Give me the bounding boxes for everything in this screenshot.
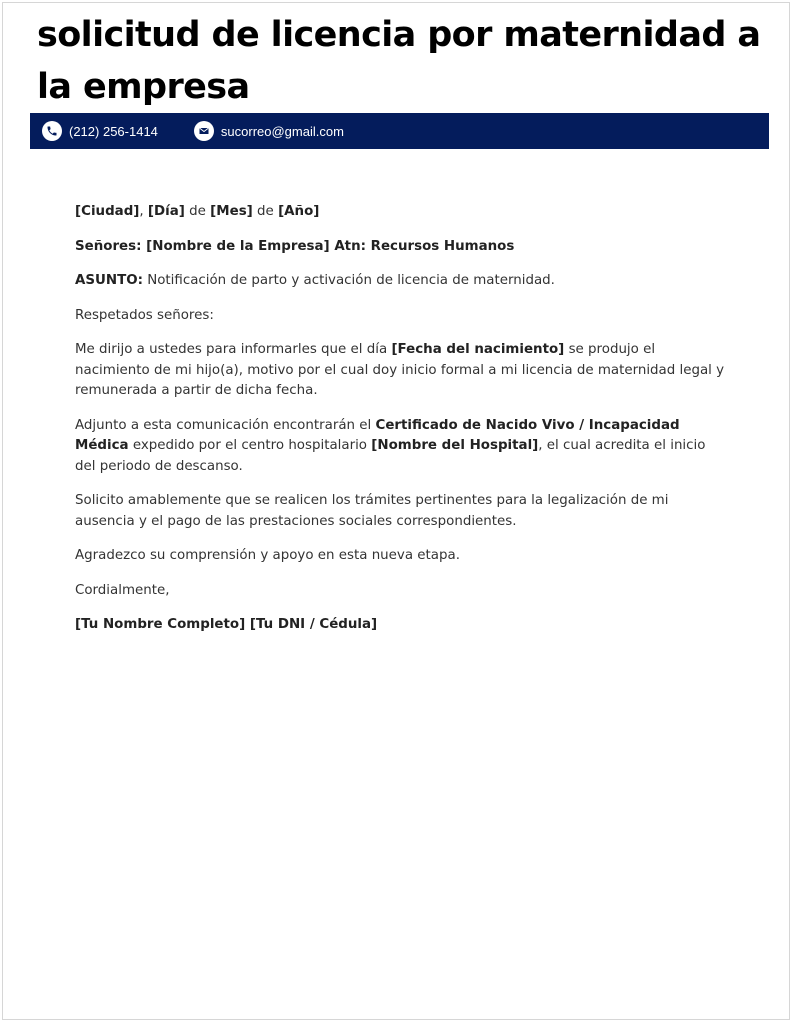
paragraph-text: expedido por el centro hospitalario <box>128 438 372 453</box>
certificate-name: Certificado de Nacido Vivo / Incapacidad Médica <box>75 417 680 453</box>
contact-bar <box>30 113 769 149</box>
date-month: [Mes] <box>210 204 253 219</box>
date-city: [Ciudad] <box>75 204 140 219</box>
letter-closing: Cordialmente, <box>75 582 170 598</box>
letter-subject <box>75 271 727 292</box>
paragraph-text: Adjunto a esta comunicación encontrarán el <box>75 417 376 433</box>
paragraph-text: se produjo el nacimiento de mi hijo(a), motivo por el cual doy inicio formal a mi licencia de maternidad legal y remunerada a partir de dicha fecha. <box>75 342 725 398</box>
letter-signature <box>75 615 727 636</box>
letter-recipient <box>75 237 727 258</box>
email-address: sucorreo@gmail.com <box>220 123 344 139</box>
date-separator: , <box>139 204 148 219</box>
contact-email <box>194 121 344 141</box>
hospital-placeholder: [Nombre del Hospital] <box>371 438 539 453</box>
paragraph-text: Me dirijo a ustedes para informarles que el día <box>75 342 392 357</box>
letter-paragraph-thanks: Agradezco su comprensión y apoyo en esta nueva etapa. <box>75 548 460 563</box>
subject-text: Notificación de parto y activación de licencia de maternidad. <box>142 273 555 288</box>
paragraph-text: , el cual acredita el inicio del periodo de descanso. <box>75 438 706 474</box>
envelope-icon <box>194 121 214 141</box>
contact-phone <box>42 121 158 141</box>
subject-label: ASUNTO: <box>75 273 143 288</box>
date-day: [Día] <box>147 204 185 219</box>
signature-text: [Tu Nombre Completo] [Tu DNI / Cédula] <box>75 617 378 632</box>
letter-paragraph-request: Solicito amablemente que se realicen los trámites pertinentes para la legalización de mi ausencia y el pago de las prestaciones sociales correspondientes. <box>75 493 669 529</box>
birth-date-placeholder: [Fecha del nacimiento] <box>391 342 565 357</box>
page <box>2 2 790 1020</box>
date-separator: de <box>252 204 279 219</box>
page-title: solicitud de licencia por maternidad a la empresa <box>37 15 761 107</box>
letter-date <box>75 202 727 223</box>
letter-paragraph-certificate <box>75 416 727 478</box>
phone-icon <box>42 121 62 141</box>
date-year: [Año] <box>278 204 320 219</box>
phone-number: (212) 256-1414 <box>69 123 158 139</box>
letter-salutation: Respetados señores: <box>75 307 214 323</box>
letter-paragraph-birth <box>75 340 727 402</box>
recipient-text: Señores: [Nombre de la Empresa] Atn: Recursos Humanos <box>75 238 515 254</box>
letter-body <box>75 202 727 650</box>
date-separator: de <box>184 204 211 219</box>
